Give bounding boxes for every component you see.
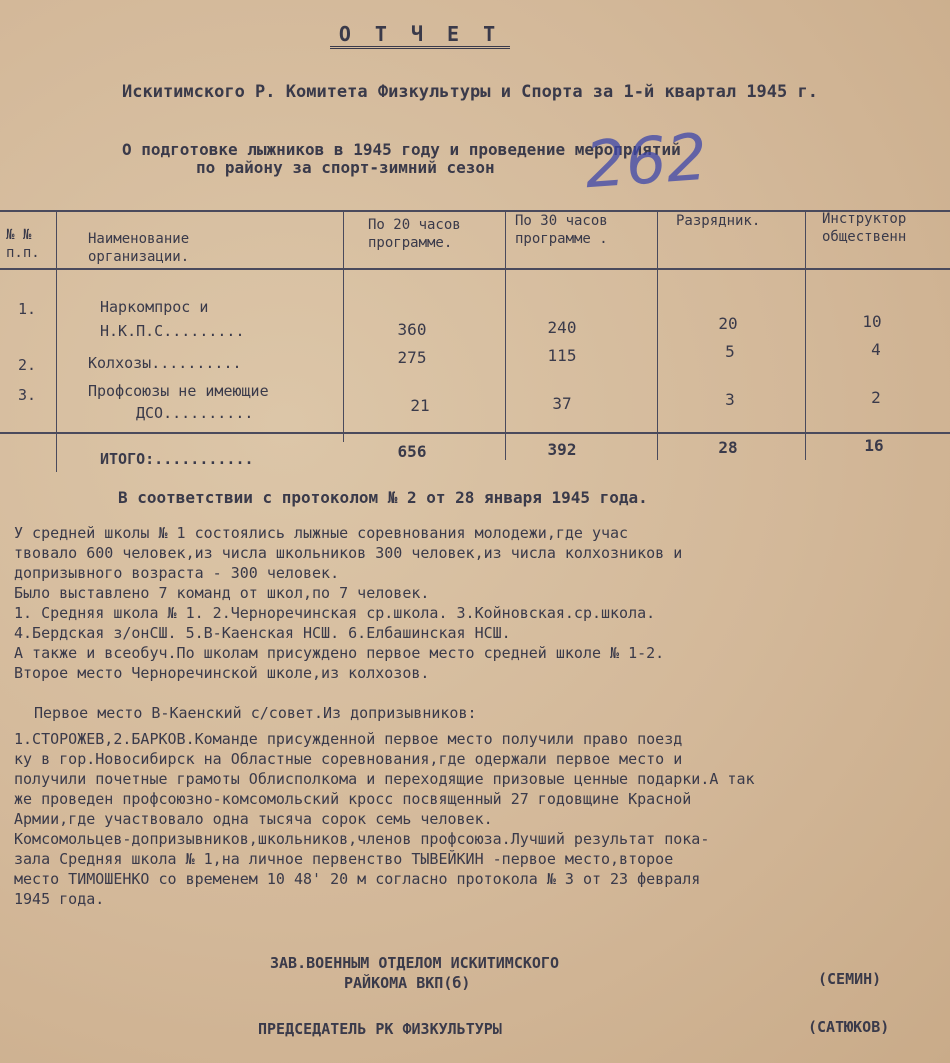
document-subtitle: Искитимского Р. Комитета Физкультуры и Спорта за 1-й квартал 1945 г. [122, 82, 818, 102]
paragraph-line: Армии,где участвовало одна тысяча сорок семь человек. [14, 810, 493, 828]
row-num: 3. [18, 386, 37, 404]
row-num: 2. [18, 356, 37, 374]
row-instr: 10 [862, 312, 882, 331]
total-p30: 392 [547, 440, 577, 459]
protocol-line: В соответствии с протоколом № 2 от 28 января 1945 года. [118, 488, 648, 507]
report-heading-line2: по району за спорт-зимний сезон [196, 158, 495, 177]
paragraph-line: зала Средняя школа № 1,на личное первенство ТЫВЕЙКИН -первое место,второе [14, 850, 674, 868]
paragraph-line: Второе место Черноречинской школе,из колхозов. [14, 664, 430, 682]
row-p30: 240 [547, 318, 577, 337]
paragraph-line: твовало 600 человек,из числа школьников 300 человек,из числа колхозников и [14, 544, 683, 562]
row-p20: 360 [397, 320, 427, 339]
row-p30: 37 [552, 394, 572, 413]
table-header-border [0, 268, 950, 270]
row-org: Колхозы.......... [88, 354, 242, 372]
statistics-table [0, 210, 950, 472]
row-org: ДСО.......... [136, 404, 254, 422]
col-divider [657, 210, 658, 460]
title-underline [330, 46, 510, 49]
header-rank: Разрядник. [676, 213, 761, 229]
paragraph-line: же проведен профсоюзно-комсомольский кросс посвященный 27 годовщине Красной [14, 790, 692, 808]
row-rank: 5 [725, 342, 735, 361]
row-num: 1. [18, 300, 37, 318]
paragraph-line: место ТИМОШЕНКО со временем 10 48' 20 м согласно протокола № 3 от 23 февраля [14, 870, 701, 888]
row-org: Н.К.П.С......... [100, 322, 245, 340]
col-divider [56, 210, 57, 472]
row-instr: 4 [871, 340, 881, 359]
header-instr: Инструктор общественн [822, 211, 907, 245]
paragraph-line: ку в гор.Новосибирск на Областные соревнования,где одержали первое место и [14, 750, 683, 768]
paragraph-line: Было выставлено 7 команд от школ,по 7 человек. [14, 584, 430, 602]
document-title: О Т Ч Е Т [338, 22, 502, 46]
paragraph-line: 1. Средняя школа № 1. 2.Черноречинская ср.школа. 3.Койновская.ср.школа. [14, 604, 656, 622]
row-p20: 21 [410, 396, 430, 415]
col-divider [343, 210, 344, 442]
table-body-border [0, 432, 950, 434]
row-org: Профсоюзы не имеющие [88, 382, 269, 400]
header-org: Наименование организации. [88, 231, 190, 265]
handwritten-number: 262 [582, 120, 710, 204]
paragraph-line: допризывного возраста - 300 человек. [14, 564, 340, 582]
col-divider [805, 210, 806, 460]
total-label: ИТОГО:........... [100, 450, 254, 468]
paragraph-line: У средней школы № 1 состоялись лыжные соревнования молодежи,где учас [14, 524, 629, 542]
row-rank: 3 [725, 390, 735, 409]
row-p30: 115 [547, 346, 577, 365]
paragraph-line: 4.Бердская з/онСШ. 5.В-Каенская НСШ. 6.Елбашинская НСШ. [14, 624, 511, 642]
header-num: № № п.п. [6, 227, 40, 261]
paragraph-line: получили почетные грамоты Облисполкома и переходящие призовые ценные подарки.А так [14, 770, 755, 788]
total-p20: 656 [397, 442, 427, 461]
signature-name-2: (САТЮКОВ) [808, 1018, 890, 1036]
total-rank: 28 [718, 438, 738, 457]
signature-title-1a: ЗАВ.ВОЕННЫМ ОТДЕЛОМ ИСКИТИМСКОГО [270, 954, 559, 972]
row-rank: 20 [718, 314, 738, 333]
row-org: Наркомпрос и [100, 298, 209, 316]
report-heading-line1: О подготовке лыжников в 1945 году и проведение мероприятий [122, 140, 681, 159]
paragraph-line: Комсомольцев-допризывников,школьников,членов профсоюза.Лучший результат пока- [14, 830, 710, 848]
signature-name-1: (СЕМИН) [818, 970, 882, 988]
col-divider [505, 210, 506, 460]
paragraph-line: Первое место В-Каенский с/совет.Из допризывников: [34, 704, 477, 722]
signature-title-2: ПРЕДСЕДАТЕЛЬ РК ФИЗКУЛЬТУРЫ [258, 1020, 502, 1038]
paragraph-line: А также и всеобуч.По школам присуждено первое место средней школе № 1-2. [14, 644, 665, 662]
paragraph-line: 1945 года. [14, 890, 105, 908]
total-instr: 16 [864, 436, 884, 455]
header-p20: По 20 часов программе. [368, 217, 461, 251]
signature-title-1b: РАЙКОМА ВКП(б) [344, 974, 471, 992]
header-p30: По 30 часов программе . [515, 213, 608, 247]
row-p20: 275 [397, 348, 427, 367]
paragraph-line: 1.СТОРОЖЕВ,2.БАРКОВ.Команде присужденной первое место получили право поезд [14, 730, 683, 748]
table-top-border [0, 210, 950, 212]
row-instr: 2 [871, 388, 881, 407]
